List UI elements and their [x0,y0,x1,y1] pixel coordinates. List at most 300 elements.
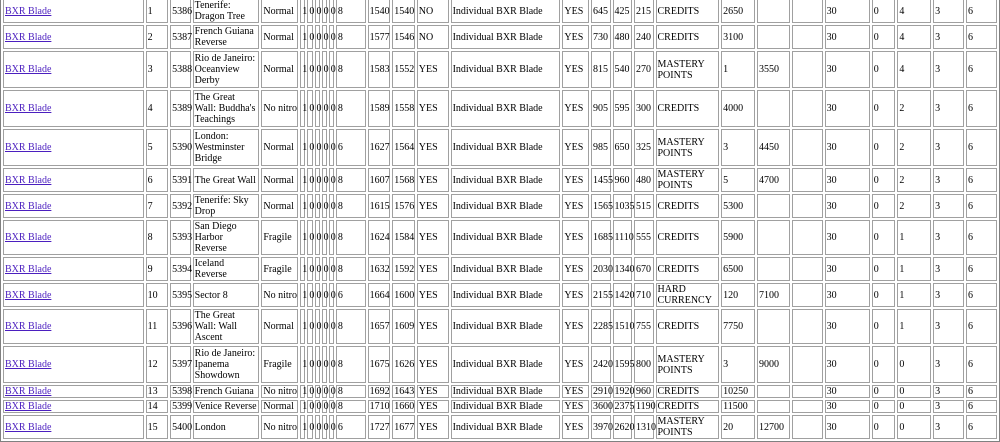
reward-2-cell: 1035 [613,194,632,218]
table-row [3,168,997,192]
zero-field-cell: 0 [872,129,896,166]
flag-2-cell: 0 [307,194,312,218]
duration-cell: 30 [825,309,870,344]
reward-2-cell: 1920 [614,386,635,397]
active-flag-cell: YES [562,51,589,88]
pr-value-2-cell: 1540 [392,0,415,23]
flag-3-cell: 0 [315,257,320,281]
reward-amount-2-cell [757,0,790,23]
zero-field-cell: 0 [872,90,896,127]
event-id-cell: 5392 [170,194,191,218]
rank-cell: 6 [966,400,997,413]
row-number-cell: 13 [146,385,169,398]
track-name-cell: Rio de Janeiro: Oceanview Derby [193,51,260,88]
reward-1-cell: 3970 [591,415,610,439]
reward-currency-cell: CREDITS [656,220,720,255]
zero-field-cell: 0 [872,385,896,398]
duration-cell: 30 [825,415,870,439]
car-link[interactable]: BXR Blade [5,232,52,243]
condition-cell: No nitro [263,386,297,397]
stars-cell: 4 [897,25,931,49]
reward-3-cell: 515 [634,194,653,218]
flag-1-cell: 1 [300,220,305,255]
flag-5-cell: 0 [329,129,334,166]
car-link[interactable]: BXR Blade [5,401,52,412]
pr-value-1-cell: 1615 [368,194,391,218]
reward-3-cell: 800 [634,346,653,383]
event-id-cell: 5394 [170,257,191,281]
flag-4-cell: 0 [323,401,329,412]
car-link-cell [3,400,144,413]
laps-cell: 8 [336,309,366,344]
car-link[interactable]: BXR Blade [5,64,52,75]
enabled-flag-cell: YES [417,51,449,88]
pr-value-2-cell: 1584 [392,220,415,255]
reward-amount-cell: 120 [721,283,755,307]
reward-currency-cell: CREDITS [656,0,720,23]
reward-amount-3-cell [792,90,823,127]
reward-2-cell: 540 [613,51,632,88]
car-link[interactable]: BXR Blade [5,31,52,43]
flag-1-cell: 1 [300,51,305,88]
rank-cell: 6 [966,346,997,383]
reward-2-cell: 480 [613,25,632,49]
stars-cell: 4 [897,51,931,88]
laps-cell: 8 [336,90,366,127]
enabled-flag-cell: NO [417,0,449,23]
track-name-cell: The Great Wall: Buddha's Teachings [193,90,260,127]
duration-cell: 30 [825,194,870,218]
reward-1-cell: 1455 [591,168,610,192]
reward-amount-3-cell [792,309,823,344]
event-id-cell: 5395 [170,283,191,307]
reward-1-cell: 815 [591,51,610,88]
flag-4-cell: 0 [322,129,327,166]
flag-2-cell: 0 [307,309,312,344]
flag-1-cell: 1 [300,415,305,439]
reward-amount-3-cell [792,25,823,49]
laps-cell: 8 [336,168,366,192]
flag-1-cell: 1 [300,346,305,383]
car-link-cell [3,385,144,398]
stars-cell: 2 [897,194,931,218]
car-link[interactable]: BXR Blade [5,321,52,332]
duration-cell: 30 [825,0,870,23]
pr-value-2-cell: 1546 [392,25,415,49]
reward-amount-cell: 20 [721,415,755,439]
car-link-cell [3,168,144,192]
enabled-flag-cell: YES [417,415,449,439]
event-id-cell: 5391 [170,168,191,192]
flag-2-cell: 0 [307,415,312,439]
reward-currency-cell: CREDITS [656,194,720,218]
enabled-flag-cell: YES [417,129,449,166]
active-flag-cell: YES [562,0,589,23]
flag-5-cell: 0 [329,283,334,307]
car-link[interactable]: BXR Blade [5,142,52,153]
row-number-cell: 10 [146,283,169,307]
event-type-cell: Individual BXR Blade [451,0,561,23]
track-name-cell: French Guiana Reverse [193,25,260,49]
reward-3-cell: 270 [634,51,653,88]
rank-cell: 6 [966,51,997,88]
reward-amount-2-cell: 12700 [757,415,790,439]
flag-1-cell: 1 [300,129,305,166]
track-name-cell: Iceland Reverse [193,257,260,281]
stars-cell: 1 [897,257,931,281]
flag-4-cell: 0 [322,0,327,23]
reward-amount-3-cell [792,283,823,307]
tier-cell: 3 [933,0,964,23]
flag-3-cell: 0 [315,283,320,307]
active-flag-cell: YES [562,90,589,127]
flag-4-cell: 0 [322,346,327,383]
car-link[interactable]: BXR Blade [5,359,52,370]
duration-cell: 30 [825,25,870,49]
zero-field-cell: 0 [872,283,896,307]
event-type-cell: Individual BXR Blade [451,51,561,88]
active-flag-cell: YES [562,25,589,49]
track-name-cell: The Great Wall: Wall Ascent [193,309,260,344]
flag-3-cell: 0 [316,401,322,412]
reward-currency-cell: MASTERY POINTS [656,51,720,88]
condition-cell: Normal [261,309,298,344]
flag-2-cell: 0 [307,0,312,23]
duration-cell: 30 [825,220,870,255]
pr-value-1-cell: 1710 [369,401,390,412]
duration-cell: 30 [825,90,870,127]
laps-cell: 8 [336,194,366,218]
zero-field-cell: 0 [872,0,896,23]
event-id-cell: 5390 [170,129,191,166]
zero-field-cell: 0 [872,346,896,383]
laps-cell: 8 [336,346,366,383]
pr-value-2-cell: 1626 [392,346,415,383]
flag-1-cell: 1 [300,0,305,23]
car-link[interactable]: BXR Blade [5,103,52,114]
track-name-cell: San Diego Harbor Reverse [193,220,260,255]
enabled-flag-cell: YES [417,220,449,255]
flag-3-cell: 0 [315,168,320,192]
duration-cell: 30 [825,385,870,398]
reward-1-cell: 2285 [591,309,610,344]
flag-5-cell: 0 [329,194,334,218]
tier-cell: 3 [933,400,964,413]
duration-cell: 30 [825,400,870,413]
table-row [3,51,997,88]
reward-amount-2-cell [757,194,790,218]
track-name-cell: London: Westminster Bridge [193,129,260,166]
row-number-cell: 5 [146,129,169,166]
reward-2-cell: 1420 [613,283,632,307]
flag-3-cell: 0 [315,25,320,49]
reward-amount-3-cell [792,194,823,218]
reward-amount-3-cell [792,220,823,255]
flag-3-cell: 0 [315,194,320,218]
zero-field-cell: 0 [872,309,896,344]
pr-value-2-cell: 1609 [392,309,415,344]
flag-2-cell: 0 [307,51,312,88]
event-id-cell: 5388 [170,51,191,88]
active-flag-cell: YES [562,168,589,192]
rank-cell: 6 [966,257,997,281]
reward-3-cell: 960 [634,385,653,398]
duration-cell: 30 [825,257,870,281]
flag-5-cell: 0 [329,415,334,439]
rank-cell: 6 [966,0,997,23]
flag-5-cell: 0 [329,90,334,127]
event-type-cell: Individual BXR Blade [451,220,561,255]
pr-value-2-cell: 1600 [392,283,415,307]
reward-currency-cell: MASTERY POINTS [656,346,720,383]
car-link[interactable]: BXR Blade [5,5,52,17]
pr-value-1-cell: 1577 [368,25,391,49]
reward-2-cell: 595 [613,90,632,127]
flag-4-cell: 0 [322,25,327,49]
event-type-cell: Individual BXR Blade [451,346,561,383]
tier-cell: 3 [933,415,964,439]
stars-cell: 0 [897,346,931,383]
pr-value-1-cell: 1583 [368,51,391,88]
reward-3-cell: 755 [634,309,653,344]
reward-amount-2-cell: 9000 [757,346,790,383]
enabled-flag-cell: YES [417,385,449,398]
row-number-cell: 15 [146,415,169,439]
reward-2-cell: 2620 [613,415,632,439]
car-link[interactable]: BXR Blade [5,263,52,275]
flag-3-cell: 0 [315,90,320,127]
car-link[interactable]: BXR Blade [5,421,52,433]
event-type-cell: Individual BXR Blade [451,168,561,192]
condition-cell: No nitro [261,90,298,127]
flag-3-cell: 0 [315,129,320,166]
reward-amount-2-cell: 4700 [757,168,790,192]
pr-value-2-cell: 1576 [392,194,415,218]
reward-amount-3-cell [792,51,823,88]
tier-cell: 3 [933,51,964,88]
reward-2-cell: 1595 [613,346,632,383]
table-row [3,400,997,413]
reward-1-cell: 3600 [593,401,614,412]
active-flag-cell: YES [562,400,589,413]
event-id-cell: 5389 [170,90,191,127]
reward-amount-2-cell: 7100 [757,283,790,307]
laps-cell: 6 [336,283,366,307]
table-row [3,25,997,49]
car-link-cell [3,220,144,255]
flag-1-cell: 1 [300,194,305,218]
reward-1-cell: 1565 [591,194,610,218]
event-type-cell: Individual BXR Blade [451,194,561,218]
reward-currency-cell: HARD CURRENCY [656,283,720,307]
stars-cell: 2 [897,168,931,192]
enabled-flag-cell: YES [417,168,449,192]
tier-cell: 3 [933,385,964,398]
active-flag-cell: YES [562,220,589,255]
car-link[interactable]: BXR Blade [5,289,52,301]
reward-3-cell: 215 [634,0,653,23]
flag-1-cell: 1 [300,90,305,127]
flag-2-cell: 0 [307,346,312,383]
reward-amount-cell: 5900 [721,220,755,255]
reward-1-cell: 730 [591,25,610,49]
reward-amount-3-cell [792,400,823,413]
track-name-cell: Sector 8 [193,283,260,307]
reward-3-cell: 480 [634,168,653,192]
flag-4-cell: 0 [322,415,327,439]
reward-amount-cell: 5300 [721,194,755,218]
event-id-cell: 5398 [172,386,193,397]
reward-1-cell: 2030 [591,257,610,281]
car-link-cell [3,129,144,166]
pr-value-1-cell: 1540 [368,0,391,23]
enabled-flag-cell: YES [417,400,449,413]
car-link-cell [3,25,144,49]
flag-4-cell: 0 [322,168,327,192]
reward-3-cell: 240 [634,25,653,49]
flag-2-cell: 0 [309,386,315,397]
event-type-cell: Individual BXR Blade [451,25,561,49]
tier-cell: 3 [933,25,964,49]
car-link-cell [3,415,144,439]
car-link[interactable]: BXR Blade [5,200,52,212]
event-type-cell: Individual BXR Blade [451,90,561,127]
event-id-cell: 5396 [170,309,191,344]
condition-cell: Normal [261,0,298,23]
row-number-cell: 14 [146,400,169,413]
flag-5-cell: 0 [330,401,336,412]
rank-cell: 6 [966,25,997,49]
event-type-cell: Individual BXR Blade [451,309,561,344]
reward-3-cell: 1190 [636,401,656,412]
row-number-cell: 1 [146,0,169,23]
row-number-cell: 9 [146,257,169,281]
flag-2-cell: 0 [307,220,312,255]
reward-amount-3-cell [792,168,823,192]
flag-2-cell: 0 [309,401,315,412]
pr-value-2-cell: 1677 [392,415,415,439]
reward-amount-cell: 6500 [721,257,755,281]
track-name-cell: Tenerife: Dragon Tree [193,0,260,23]
flag-4-cell: 0 [322,194,327,218]
pr-value-2-cell: 1643 [394,386,415,397]
flag-1-cell: 1 [300,168,305,192]
reward-3-cell: 670 [634,257,653,281]
tier-cell: 3 [933,129,964,166]
car-link[interactable]: BXR Blade [5,174,52,186]
reward-amount-3-cell [792,0,823,23]
reward-amount-2-cell [757,400,790,413]
enabled-flag-cell: YES [417,257,449,281]
reward-amount-cell: 11500 [721,400,755,413]
car-link-cell [3,0,144,23]
table-row [3,220,997,255]
reward-amount-3-cell [792,257,823,281]
flag-3-cell: 0 [315,415,320,439]
pr-value-2-cell: 1552 [392,51,415,88]
pr-value-1-cell: 1607 [368,168,391,192]
stars-cell: 0 [897,415,931,439]
reward-amount-cell: 3 [721,346,755,383]
flag-5-cell: 0 [330,386,336,397]
reward-amount-cell: 10250 [721,385,755,398]
table-row [3,346,997,383]
events-table-body [3,0,997,439]
row-number-cell: 4 [146,90,169,127]
enabled-flag-cell: NO [417,25,449,49]
car-link-cell [3,90,144,127]
event-id-cell: 5393 [170,220,191,255]
tier-cell: 3 [933,168,964,192]
row-number-cell: 2 [146,25,169,49]
row-number-cell: 8 [146,220,169,255]
duration-cell: 30 [825,51,870,88]
laps-cell: 8 [336,257,366,281]
duration-cell: 30 [825,129,870,166]
stars-cell: 2 [897,129,931,166]
zero-field-cell: 0 [872,400,896,413]
table-row [3,283,997,307]
active-flag-cell: YES [562,129,589,166]
zero-field-cell: 0 [872,220,896,255]
event-id-cell: 5387 [170,25,191,49]
reward-amount-3-cell [792,415,823,439]
tier-cell: 3 [933,283,964,307]
event-id-cell: 5399 [172,401,193,412]
car-link[interactable]: BXR Blade [5,386,52,397]
track-name-cell: Tenerife: Sky Drop [193,194,260,218]
reward-1-cell: 2420 [591,346,610,383]
flag-5-cell: 0 [329,51,334,88]
stars-cell: 4 [897,0,931,23]
car-link-cell [3,257,144,281]
rank-cell: 6 [966,90,997,127]
flag-3-cell: 0 [315,51,320,88]
pr-value-1-cell: 1589 [368,90,391,127]
condition-cell: Fragile [261,346,298,383]
pr-value-1-cell: 1675 [368,346,391,383]
flag-1-cell: 1 [302,386,308,397]
flag-2-cell: 0 [307,168,312,192]
pr-value-1-cell: 1657 [368,309,391,344]
condition-cell: Normal [261,25,298,49]
row-number-cell: 11 [146,309,169,344]
flag-5-cell: 0 [329,346,334,383]
reward-amount-2-cell [757,25,790,49]
condition-cell: Normal [261,51,298,88]
event-id-cell: 5400 [170,415,191,439]
zero-field-cell: 0 [872,168,896,192]
tier-cell: 3 [933,257,964,281]
flag-2-cell: 0 [307,90,312,127]
laps-cell: 8 [336,400,366,413]
enabled-flag-cell: YES [417,194,449,218]
flag-3-cell: 0 [315,309,320,344]
reward-amount-cell: 5 [721,168,755,192]
stars-cell: 0 [897,385,931,398]
pr-value-2-cell: 1660 [394,401,415,412]
reward-2-cell: 1340 [613,257,632,281]
reward-amount-3-cell [792,346,823,383]
reward-currency-cell: MASTERY POINTS [656,129,720,166]
track-name-cell: London [193,415,260,439]
reward-amount-2-cell [757,220,790,255]
reward-currency-cell: CREDITS [656,25,720,49]
pr-value-2-cell: 1558 [392,90,415,127]
table-row [3,385,997,398]
flag-2-cell: 0 [307,283,312,307]
flag-5-cell: 0 [329,309,334,344]
